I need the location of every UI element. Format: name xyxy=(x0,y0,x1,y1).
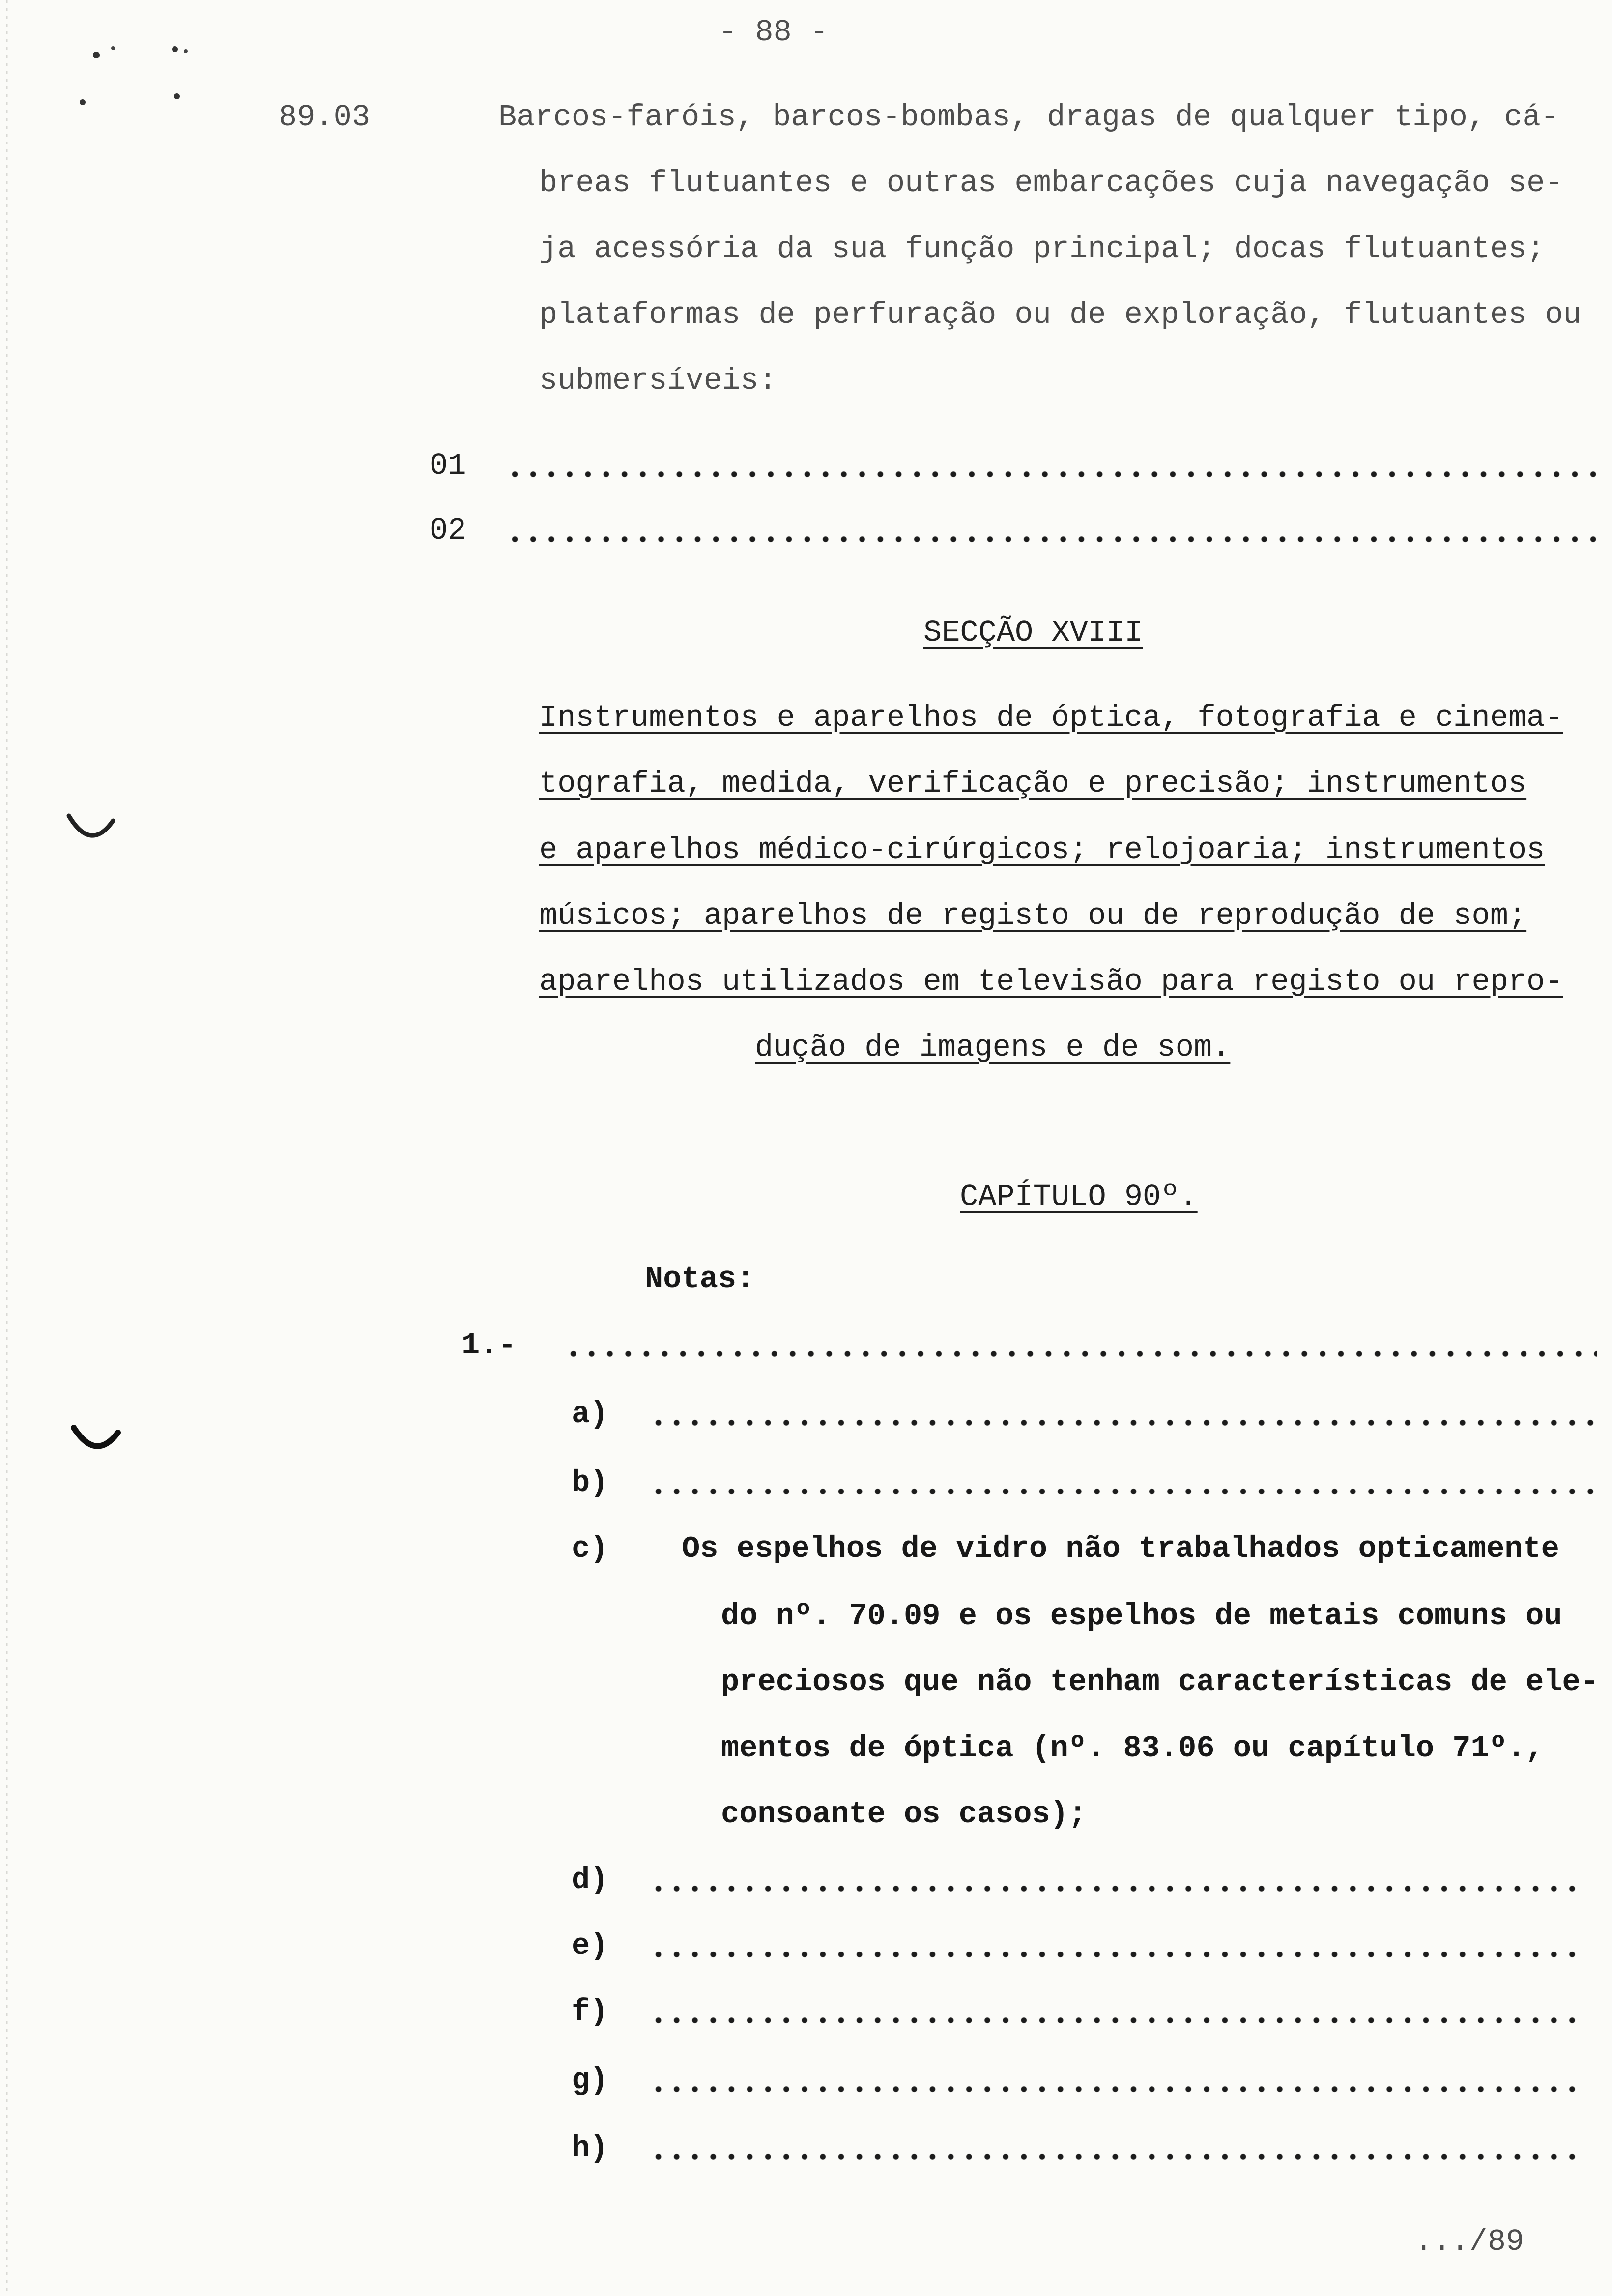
dot-leader xyxy=(649,1884,1576,1894)
continuation-marker: .../89 xyxy=(1414,2224,1525,2259)
speck-mark xyxy=(93,52,100,58)
note-item-label: h) xyxy=(572,2131,608,2166)
section-description-line: músicos; aparelhos de registo ou de reprodução de som; xyxy=(539,898,1527,933)
dot-leader xyxy=(649,2084,1576,2094)
note-item-text-line: consoante os casos); xyxy=(721,1797,1087,1832)
notes-label: Notas: xyxy=(645,1262,755,1296)
note-item-label: g) xyxy=(572,2063,608,2098)
section-description-line: aparelhos utilizados em televisão para registo ou repro- xyxy=(539,964,1563,999)
hole-punch-mark xyxy=(74,1428,118,1446)
hole-punch-mark xyxy=(69,816,113,835)
note-item-label: d) xyxy=(572,1863,608,1897)
note-item-text-line: do nº. 70.09 e os espelhos de metais comuns ou xyxy=(721,1599,1562,1634)
heading-line: Barcos-faróis, barcos-bombas, dragas de qualquer tipo, cá- xyxy=(498,100,1559,135)
note-item-text-line: Os espelhos de vidro não trabalhados opticamente xyxy=(682,1531,1559,1566)
page-number: - 88 - xyxy=(719,15,829,50)
heading-line: submersíveis: xyxy=(539,363,777,398)
note-number: 1.- xyxy=(461,1328,517,1363)
dot-leader xyxy=(649,1418,1597,1428)
heading-line: breas flutuantes e outras embarcações cuja navegação se- xyxy=(539,166,1563,201)
section-title: SECÇÃO XVIII xyxy=(923,615,1143,650)
dot-leader xyxy=(506,534,1597,544)
speck-mark xyxy=(111,46,115,50)
dot-leader xyxy=(649,1487,1597,1496)
section-description-line: tografia, medida, verificação e precisão; instrumentos xyxy=(539,766,1527,801)
note-item-label: c) xyxy=(572,1531,608,1566)
note-item-label: f) xyxy=(572,1994,608,2029)
chapter-title: CAPÍTULO 90º. xyxy=(960,1179,1198,1214)
note-item-label: a) xyxy=(572,1397,608,1432)
subitem-code: 01 xyxy=(430,448,466,483)
note-item-text-line: preciosos que não tenham características de ele- xyxy=(721,1665,1599,1699)
speck-mark xyxy=(172,46,178,52)
note-item-text-line: mentos de óptica (nº. 83.06 ou capítulo 71º., xyxy=(721,1731,1544,1766)
dot-leader xyxy=(649,2015,1576,2025)
subitem-code: 02 xyxy=(430,513,466,548)
note-item-label: e) xyxy=(572,1928,608,1963)
dot-leader xyxy=(506,469,1597,479)
heading-line: plataformas de perfuração ou de exploração, flutuantes ou xyxy=(539,297,1582,332)
section-description-line: e aparelhos médico-cirúrgicos; relojoaria; instrumentos xyxy=(539,832,1545,867)
note-item-label: b) xyxy=(572,1465,608,1500)
section-description-line: Instrumentos e aparelhos de óptica, fotografia e cinema- xyxy=(539,700,1563,735)
heading-code: 89.03 xyxy=(279,100,371,135)
speck-mark xyxy=(80,99,86,105)
speck-mark xyxy=(174,93,180,99)
dot-leader xyxy=(649,1950,1576,1959)
speck-mark xyxy=(184,49,188,53)
section-description-line: dução de imagens e de som. xyxy=(755,1030,1231,1065)
heading-line: ja acessória da sua função principal; docas flutuantes; xyxy=(539,231,1545,266)
dot-leader xyxy=(649,2152,1576,2162)
dot-leader xyxy=(564,1349,1597,1359)
